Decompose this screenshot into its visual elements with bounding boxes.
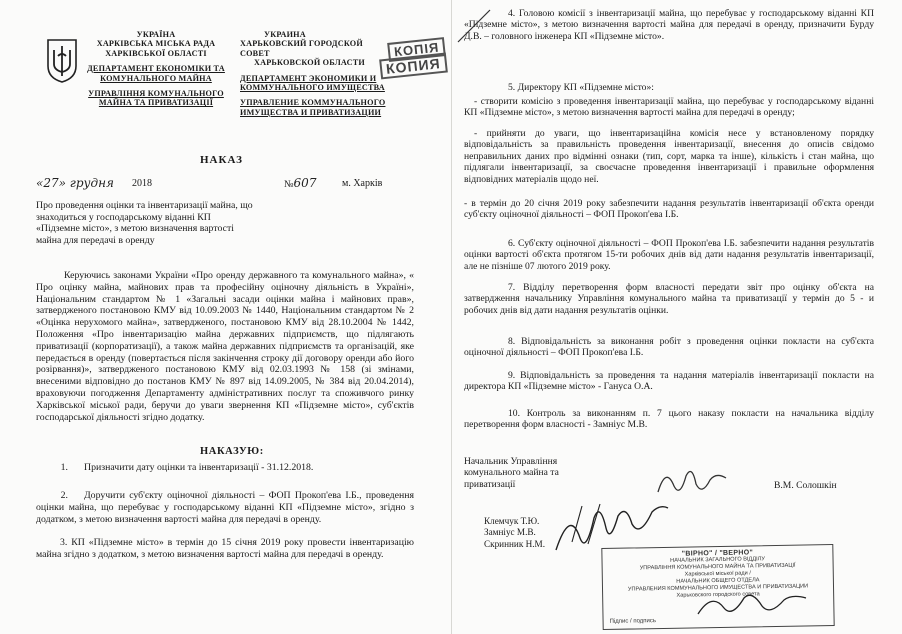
copy-stamp-line: КОПИЯ [379, 53, 447, 80]
order-item-3: 3. КП «Підземне місто» в термін до 15 січня 2019 року провести інвентаризацію майна згідно з додатком, з метою визначення вартості майна для передачі в оренду. [36, 537, 414, 560]
order-item-5: 5. Директору КП «Підземне місто»: [508, 82, 654, 93]
copy-stamp-line: КОПІЯ [387, 37, 446, 62]
order-item-10: 10. Контроль за виконанням п. 7 цього наказу покласти на начальника відділу перетворення форм власності - Замніус М.В. [464, 408, 874, 431]
header-council: ХАРЬКОВСКИЙ ГОРОДСКОЙ СОВЕТ [240, 39, 363, 58]
order-item-2: 2. Доручити суб'єкту оціночної діяльності – ФОП Прокоп'ева І.Б., проведення оцінки майна, що перебуває у господарському віданні КП «Підземне місто», згідно з додатком, з метою визначення вартості майна для передачі в оренду. [36, 490, 414, 525]
order-item-5a: - створити комісію з проведення інвентаризації майна, що перебуває у господарському віданні КП «Підземне місто», з метою визначення вартості майна для передачі в оренду; [464, 96, 874, 119]
copy-stamp [380, 38, 462, 76]
order-item-1: 1. Призначити дату оцінки та інвентаризації - 31.12.2018. [60, 462, 314, 473]
order-item-5b: - прийняти до уваги, що інвентаризаційна комісія несе у встановленому порядку відповідальність за правильність проведення інвентаризації, внесення до описів свідомо неправильних даних про відмінні ознаки (тип, сорт, марка та інше), кількість і стан майна, що підлягали інвентаризації, за своєчасне проведення інвентаризації і правильне оформлення відповідних матеріалів щодо неї. [464, 128, 874, 185]
clerk-name: Скринник Н.М. [484, 538, 546, 549]
signatory-role: Начальник Управління комунального майна та приватизації [464, 456, 559, 490]
stamp-line: УПРАВЛІННЯ КОМУНАЛЬНОГО МАЙНА ТА ПРИВАТИЗАЦІЇ [639, 562, 796, 572]
header-state: УКРАЇНА [136, 30, 176, 39]
stamp-line: НАЧАЛЬНИК ОБЩЕГО ОТДЕЛА [676, 577, 760, 585]
order-item-5c: - в термін до 20 січня 2019 року забезпечити надання результатів інвентаризації об'єкта оренди суб'єкту оціночної діяльності – ФОП Прокоп'ева І.Б. [464, 198, 874, 221]
header-administration: УПРАВЛЕНИЕ КОММУНАЛЬНОГО ИМУЩЕСТВА И ПРИВАТИЗАЦИИ [240, 98, 386, 117]
header-region: ХАРЬКОВСКОЙ ОБЛАСТИ [254, 58, 365, 68]
stamp-line: НАЧАЛЬНИК ЗАГАЛЬНОГО ВІДДІЛУ [670, 556, 765, 564]
document-page-right [451, 0, 902, 634]
order-directive-heading: НАКАЗУЮ: [200, 446, 264, 457]
stamp-line: УПРАВЛЕНИЯ КОММУНАЛЬНОГО ИМУЩЕСТВА И ПРИВАТИЗАЦИИ [627, 583, 809, 593]
order-day: «27» грудня [36, 176, 114, 190]
stamp-line: Харьковского городского совета [676, 591, 760, 599]
stamp-sign-label: Підпис / подпись [609, 618, 657, 625]
clerk-name: Клемчук Т.Ю. [484, 516, 540, 526]
order-subject: Про проведення оцінки та інвентаризації майна, що знаходиться у господарському віданні КП «Підземне місто», з метою визначення вартості майна для передачі в оренду [36, 200, 253, 246]
stamp-title: "ВІРНО" / "ВЕРНО" [681, 549, 754, 558]
signatory-name: В.М. Солошкін [774, 480, 837, 491]
header-council: ХАРКІВСЬКА МІСЬКА РАДА [96, 39, 216, 49]
order-year: 2018 [132, 178, 152, 189]
order-item-9: 9. Відповідальність за проведення та надання матеріалів інвентаризації покласти на директора КП «Підземне місто» - Гануса О.А. [464, 370, 874, 393]
header-department: ДЕПАРТАМЕНТ ЭКОНОМИКИ И КОММУНАЛЬНОГО ИМУЩЕСТВА [240, 73, 385, 93]
stamp-line: Харківської міської ради / [684, 570, 751, 578]
order-title: НАКАЗ [200, 154, 243, 166]
handwritten-mark [454, 6, 494, 46]
order-item-8: 8. Відповідальність за виконання робіт з проведення оцінки покласти на суб'єкта оціночної діяльності – ФОП Прокоп'ева І.Б. [464, 336, 874, 359]
order-date-line [36, 178, 436, 194]
trident-coat-of-arms-icon [44, 38, 80, 84]
handwritten-signature [652, 462, 732, 502]
order-item-4: 4. Головою комісії з інвентаризації майна, що перебуває у господарському віданні КП «Підземне місто», з метою визначення вартості майна для передачі в оренду, призначити Бурду Д.В. – головного інженера КП «Підземне місто». [464, 8, 874, 42]
header-department: ДЕПАРТАМЕНТ ЕКОНОМІКИ ТА КОМУНАЛЬНОГО МАЙНА [87, 64, 225, 83]
order-number: №607 [284, 176, 317, 190]
order-city: м. Харків [342, 178, 383, 189]
header-ukrainian [82, 30, 230, 108]
handwritten-signature [692, 586, 812, 622]
legal-basis-paragraph: Керуючись законами України «Про оренду державного та комунального майна», « Про оцінку майна, майнових прав та професійну оціночну діяльність в Україні», Національним стандартом № 1 «Загальні засади оцінки майна і майнових прав», затвердженого постановою КМУ від 10.09.2003 № 1440, Національним стандартом № 2 «Оцінка нерухомого майна», затвердженого, постановою КМУ від 28.10.2004 № 1442, Положення «Про інвентаризацію майна державних підприємств, що підлягають приватизації (корпоратизації), а також майна державних підприємств та організацій, яке передається в оренду (повертається після закінчення строку дії договору оренди або його розірвання)», затвердженого постановою КМУ від 02.03.1993 № 158 (зі змінами, внесеними відповідно до постанов КМУ № 897 від 14.09.2005, № 384 від 20.04.2014), враховуючи погодження Департаменту адміністративних послуг та споживчого ринку Харківської міської ради, беручи до уваги звернення КП «Підземне місто», суб'єктів господарської діяльності згідно додатку. [36, 270, 414, 423]
prepared-by-list [484, 516, 545, 550]
header-russian [240, 30, 390, 117]
header-region: ХАРКІВСЬКОЇ ОБЛАСТІ [105, 48, 207, 58]
header-state: УКРАИНА [264, 30, 306, 39]
header-administration: УПРАВЛІННЯ КОМУНАЛЬНОГО МАЙНА ТА ПРИВАТИЗАЦІЇ [88, 89, 224, 108]
order-item-7: 7. Відділу перетворення форм власності передати звіт про оцінку об'єкта на затвердження начальнику Управління комунального майна та приватизації у термін до 5 - и робочих днів від дати надання результатів оцінки. [464, 282, 874, 316]
order-item-6: 6. Суб'єкту оціночної діяльності – ФОП Прокоп'ева І.Б. забезпечити надання результатів оцінки вартості об'єкта протягом 15-ти робочих днів від дати надання результатів інвентаризації, але не пізніше 07 лютого 2019 року. [464, 238, 874, 272]
clerk-name: Замніус М.В. [484, 527, 536, 538]
